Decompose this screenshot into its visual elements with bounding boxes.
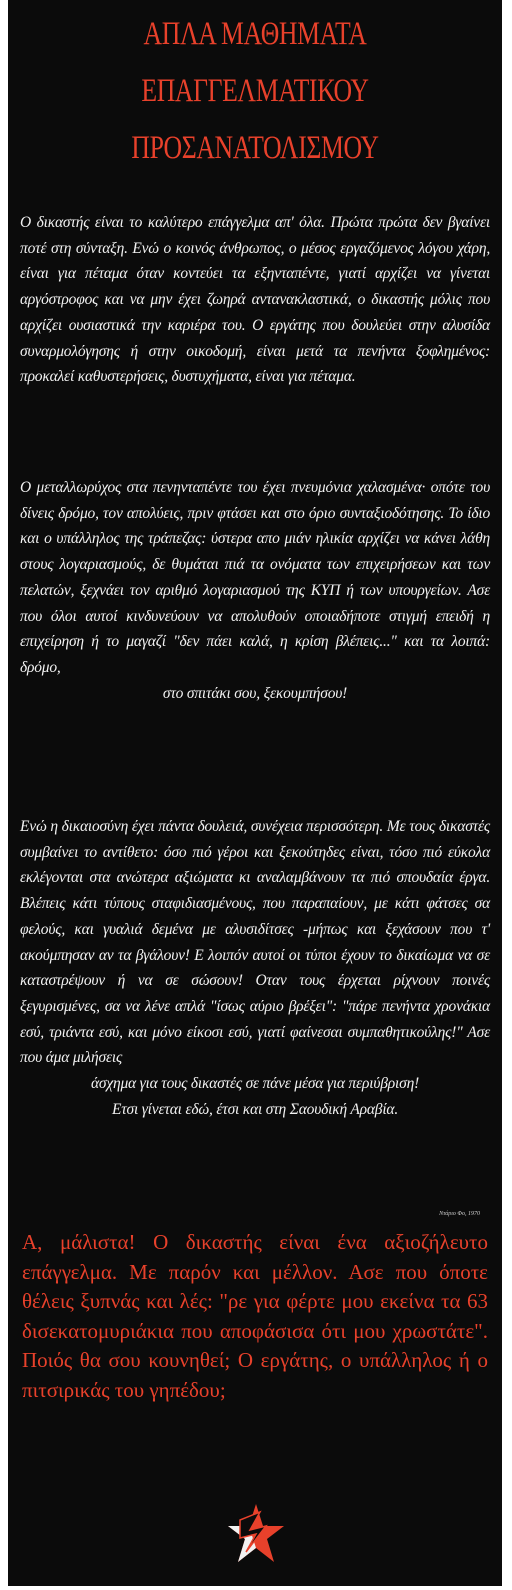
title-line-3: ΠΡΟΣΑΝΑΤΟΛΙΣΜΟΥ xyxy=(131,130,379,166)
author-signature: Ντάριο Φο, 1970 xyxy=(439,1211,480,1217)
paragraph-3-text: Ενώ η δικαιοσύνη έχει πάντα δουλειά, συνέχεια περισσότερη. Με τους δικαστές συμβαίνει το αντίθετο: όσο πιό γέροι και ξεκούτηδες είναι, τόσο πιό εύκολα εκλέγονται στα ανώτερα αξιώματα κι αναλαμβάνουν τα πιό σπουδαία έργα. Βλέπεις κάτι τύπους σταφιδιασμένους, που παραπαίουν, με κάτι φάτσες σα φελούς, και γυαλιά δεμένα με αλυσιδίτσες -μήπως και ξεχάσουν που τ' ακούμπησαν αν τα βγάλουν! Ε λοιπόν αυτοί οι τύποι έχουν το δικαίωμα να σε καταστρέψουν ή να σε σώσουν! Οταν τους έρχεται ρίχνουν ποινές ξεγυρισμένες, σα να λένε απλά "ίσως αύριο βρέξει": "πάρε πενήντα χρονάκια εσύ, τριάντα εσύ, και μόνο είκοσι εσύ, γιατί φαίνεσαι συμπαθητικούλης!" Ασε που άμα μιλήσεις xyxy=(20,818,490,1067)
poster xyxy=(8,0,502,1586)
title-line-2: ΕΠΑΓΓΕΛΜΑΤΙΚΟΥ xyxy=(141,73,369,109)
paragraph-2 xyxy=(20,475,490,706)
paragraph-2-text: Ο μεταλλωρύχος στα πενηνταπέντε του έχει πνευμόνια χαλασμένα· οπότε του δίνεις δρόμο, τον απολύεις, πριν φτάσει και στο όριο συνταξιοδότησης. Το ίδιο και ο υπάλληλος της τράπεζας: ύστερα απο μιάν ηλικία αρχίζει να κάνει λάθη στους λογαριασμούς, δε θυμάται πιά τα ονόματα των επιχειρήσεων και των πελατών, ξεχνάει τον αριθμό λογαριασμού της ΚΥΠ ή των υπουργείων. Ασε που όλοι αυτοί κινδυνεύουν να απολυθούν οποιαδήποτε στιγμή επειδή η επιχείρηση ή το μαγαζί "δεν πάει καλά, η κρίση βλέπεις..." και τα λοιπά: δρόμο, xyxy=(20,479,490,676)
title-line-1: ΑΠΛΑ ΜΑΘΗΜΑΤΑ xyxy=(143,16,367,52)
red-black-star-logo-icon xyxy=(226,1500,286,1570)
paragraph-3-line-1: άσχημα για τους δικαστές σε πάνε μέσα για περιύβριση! xyxy=(90,1075,420,1093)
paragraph-3-line-2: Ετσι γίνεται εδώ, έτσι και στη Σαουδική Αραβία. xyxy=(111,1100,399,1118)
paragraph-1 xyxy=(20,210,490,390)
paragraph-2-end: στο σπιτάκι σου, ξεκουμπήσου! xyxy=(162,684,348,702)
closing-paragraph: Α, μάλιστα! Ο δικαστής είναι ένα αξιοζήλευτο επάγγελμα. Με παρόν και μέλλον. Ασε που όποτε θέλεις ξυπνάς και λές: "ρε για φέρτε μου εκείνα τα 63 δισεκατομυριάκια που αποφάσισα ότι μου χρωστάτε". Ποιός θα σου κουνηθεί; Ο εργάτης, ο υπάλληλος ή ο πιτσιρικάς του γηπέδου; xyxy=(22,1230,488,1402)
paragraph-1-text: Ο δικαστής είναι το καλύτερο επάγγελμα απ' όλα. Πρώτα πρώτα δεν βγαίνει ποτέ στη σύνταξη. Ενώ ο κοινός άνθρωπος, ο μέσος εργαζόμενος λόγου χάρη, είναι για πέταμα όταν κοντεύει τα εξηνταπέντε, γιατί αρχίζει να γίνεται αργόστροφος και να μην έχει ζωηρά αντανακλαστικά, ο δικαστής μόλις που αρχίζει ουσιαστικά την καριέρα του. Ο εργάτης που δουλεύει στην αλυσίδα συναρμολόγησης ή στην οικοδομή, είναι μετά τα πενήντα ξοφλημένος: προκαλεί καθυστερήσεις, δυστυχήματα, είναι για πέταμα. xyxy=(20,214,490,386)
paragraph-3 xyxy=(20,814,490,1204)
